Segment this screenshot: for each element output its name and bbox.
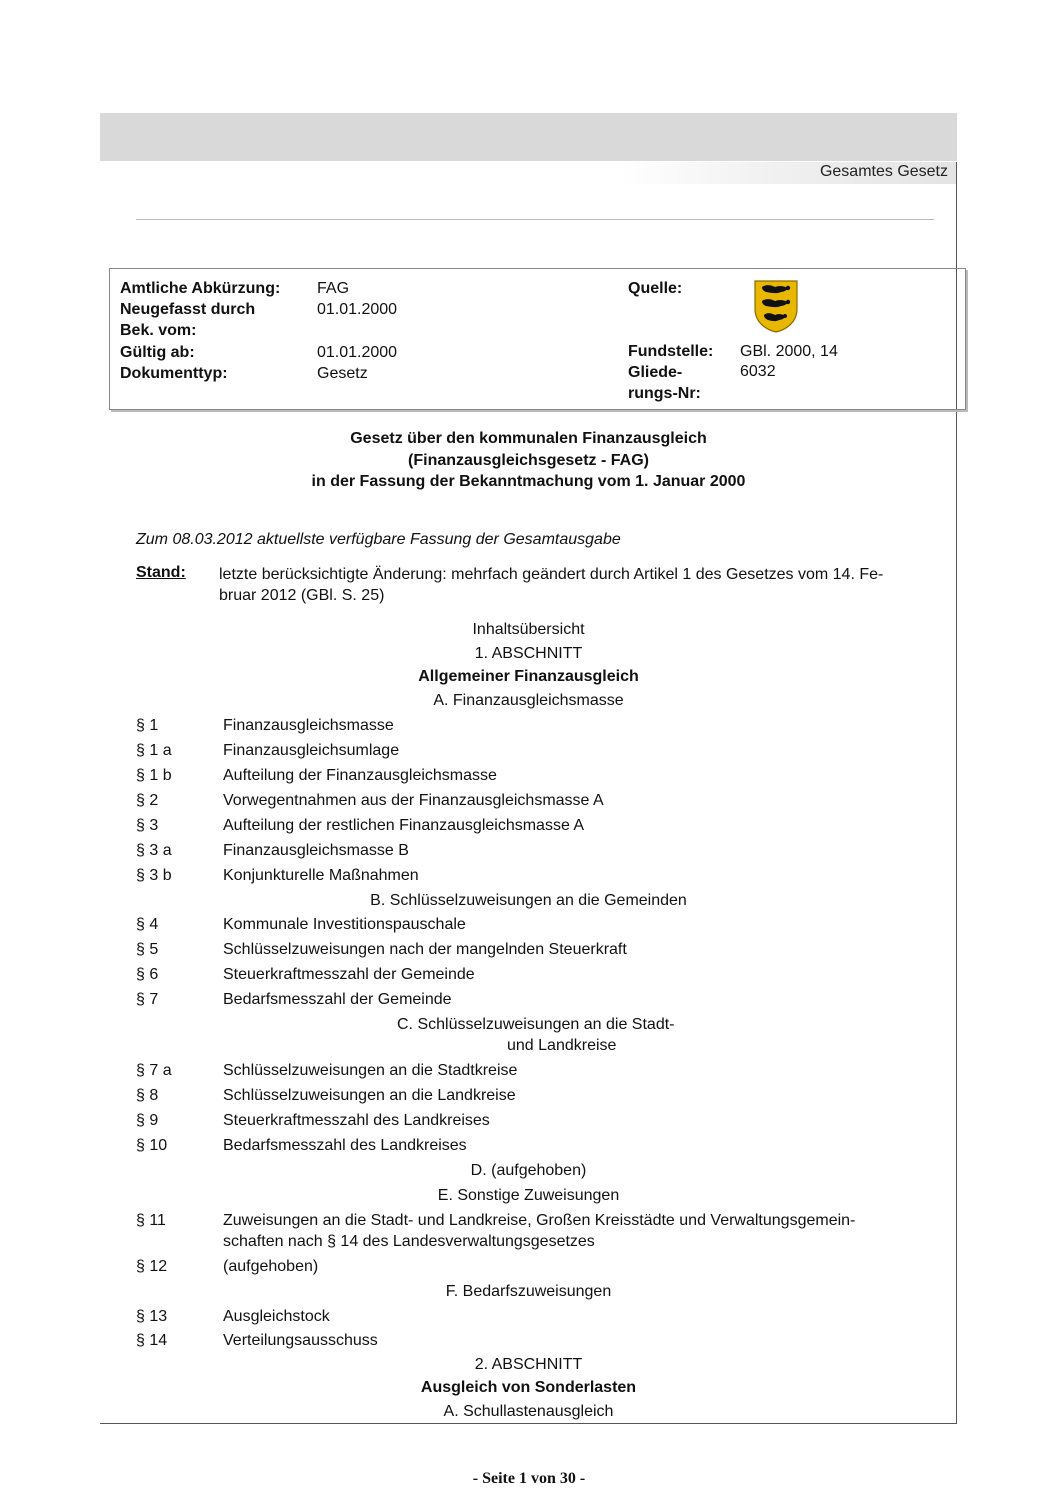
toc-paragraph-title: Aufteilung der restlichen Finanzausgleichsmasse A [223,817,585,834]
toc-paragraph-number: § 13 [136,1308,168,1325]
toc-paragraph-number: § 1 a [136,742,172,759]
toc-paragraph-number: § 10 [136,1137,168,1154]
toc-paragraph-title: Bedarfsmesszahl des Landkreises [223,1137,467,1154]
neugefasst-value: 01.01.2000 [317,301,398,318]
toc-paragraph-title-line-2: schaften nach § 14 des Landesverwaltungsgesetzes [223,1233,595,1250]
toc-subsection: F. Bedarfszuweisungen [445,1283,612,1300]
toc-paragraph-number: § 9 [136,1112,159,1129]
toc-paragraph-number: § 2 [136,792,159,809]
quelle-label: Quelle: [628,280,683,297]
page-bottom-line [100,1423,957,1424]
fundstelle-value: GBl. 2000, 14 [740,343,838,360]
toc-paragraph-number: § 1 b [136,767,172,784]
toc-section-title: Allgemeiner Finanzausgleich [418,668,639,685]
law-title [100,428,957,493]
toc-paragraph-title: Schlüsselzuweisungen an die Stadtkreise [223,1062,518,1079]
toc-paragraph-number: § 6 [136,966,159,983]
page-number-footer: - Seite 1 von 30 - [472,1470,586,1487]
gueltig-value: 01.01.2000 [317,344,398,361]
toc-paragraph-number: § 3 [136,817,159,834]
typ-value: Gesetz [317,365,368,382]
version-note: Zum 08.03.2012 aktuellste verfügbare Fassung der Gesamtausgabe [136,531,621,548]
toc-paragraph-number: § 4 [136,916,159,933]
header-divider [136,219,934,220]
toc-paragraph-title: Schlüsselzuweisungen an die Landkreise [223,1087,516,1104]
toc-subsection: E. Sonstige Zuweisungen [437,1187,620,1204]
toc-paragraph-title: Kommunale Investitionspauschale [223,916,466,933]
toc-paragraph-title: Konjunkturelle Maßnahmen [223,867,419,884]
toc-paragraph-title: Finanzausgleichsumlage [223,742,400,759]
toc-section-heading: 2. ABSCHNITT [474,1356,583,1373]
toc-subsection: A. Finanzausgleichsmasse [433,692,624,709]
coat-of-arms-icon [753,279,799,333]
toc-subsection: C. Schlüsselzuweisungen an die Stadt- [397,1016,675,1033]
toc-paragraph-title: Bedarfsmesszahl der Gemeinde [223,991,452,1008]
neugefasst-label: Neugefasst durch [120,301,256,318]
toc-paragraph-title [223,1210,943,1252]
toc-paragraph-number: § 5 [136,941,159,958]
abbr-value: FAG [317,280,350,297]
law-title-line-1: Gesetz über den kommunalen Finanzausgleich [350,430,707,447]
toc-paragraph-title: Vorwegentnahmen aus der Finanzausgleichsmasse A [223,792,604,809]
toc-paragraph-number: § 8 [136,1087,159,1104]
stand-text-line-2: bruar 2012 (GBl. S. 25) [219,587,385,604]
toc-paragraph-title-line-1: Zuweisungen an die Stadt- und Landkreise, Großen Kreisstädte und Verwaltungsgemein- [223,1212,856,1229]
stand-text-line-1: letzte berücksichtigte Änderung: mehrfach geändert durch Artikel 1 des Gesetzes vom 14. Fe- [219,566,884,583]
header-bar [100,113,957,161]
fundstelle-label: Fundstelle: [628,343,714,360]
toc-paragraph-number: § 7 [136,991,159,1008]
toc-paragraph-title: Verteilungsausschuss [223,1332,378,1349]
toc-paragraph-number: § 14 [136,1332,168,1349]
gliederung-label-1: Gliede- [628,364,683,381]
toc-subsection: A. Schullastenausgleich [443,1403,614,1420]
typ-label: Dokumenttyp: [120,365,228,382]
bek-label: Bek. vom: [120,322,197,339]
toc-paragraph-title: (aufgehoben) [223,1258,319,1275]
toc-paragraph-number: § 7 a [136,1062,172,1079]
header-right-label: Gesamtes Gesetz [819,163,948,180]
law-title-line-3: in der Fassung der Bekanntmachung vom 1. Januar 2000 [311,473,746,490]
toc-paragraph-number: § 1 [136,717,159,734]
gliederung-value: 6032 [740,363,776,380]
abbr-label: Amtliche Abkürzung: [120,280,281,297]
stand-label: Stand: [136,564,186,581]
toc-paragraph-title: Aufteilung der Finanzausgleichsmasse [223,767,497,784]
gliederung-label-2: rungs-Nr: [628,385,701,402]
gueltig-label: Gültig ab: [120,344,195,361]
toc-paragraph-number: § 11 [136,1212,166,1229]
toc-section-heading: 1. ABSCHNITT [474,645,583,662]
toc-subsection: D. (aufgehoben) [470,1162,587,1179]
toc-paragraph-number: § 3 a [136,842,172,859]
toc-paragraph-title: Steuerkraftmesszahl der Gemeinde [223,966,475,983]
toc-paragraph-title: Steuerkraftmesszahl des Landkreises [223,1112,490,1129]
toc-paragraph-number: § 3 b [136,867,172,884]
law-title-line-2: (Finanzausgleichsgesetz - FAG) [408,451,649,469]
toc-paragraph-title: Ausgleichstock [223,1308,330,1325]
toc-section-title: Ausgleich von Sonderlasten [420,1379,637,1396]
toc-paragraph-title: Finanzausgleichsmasse B [223,842,409,859]
toc-subsection: B. Schlüsselzuweisungen an die Gemeinden [370,892,687,909]
toc-subsection-continued: und Landkreise [507,1037,617,1054]
toc-paragraph-title: Finanzausgleichsmasse [223,717,394,734]
toc-paragraph-title: Schlüsselzuweisungen nach der mangelnden Steuerkraft [223,941,627,958]
toc-heading: Inhaltsübersicht [472,621,585,638]
toc-paragraph-number: § 12 [136,1258,168,1275]
stand-text [219,564,959,606]
